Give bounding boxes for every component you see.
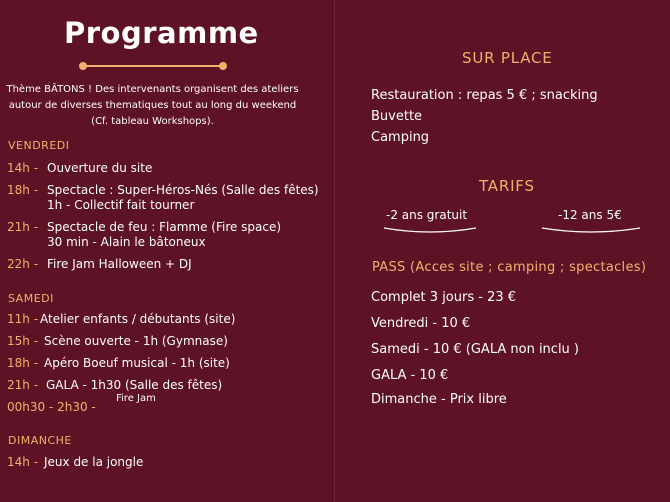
page-title: Programme <box>64 16 259 50</box>
tarif-under-2: -2 ans gratuit <box>386 208 468 222</box>
event-time: 11h - <box>7 312 39 326</box>
event-title: Fire Jam Halloween + DJ <box>47 257 192 271</box>
day-heading-saturday: SAMEDI <box>8 292 54 305</box>
tarif-swoosh-right <box>538 222 644 236</box>
pass-item: Dimanche - Prix libre <box>371 392 507 407</box>
day-heading-sunday: DIMANCHE <box>8 434 72 447</box>
event-time: 15h - <box>7 334 39 348</box>
section-heading-pass: PASS (Acces site ; camping ; spectacles) <box>372 260 647 275</box>
tarif-swoosh-left <box>380 222 480 236</box>
event-detail: 1h - Collectif fait tourner <box>47 198 195 212</box>
event-title: Scène ouverte - 1h (Gymnase) <box>44 334 228 348</box>
pass-item: Complet 3 jours - 23 € <box>371 290 517 305</box>
tarif-under-12: -12 ans 5€ <box>558 208 622 222</box>
event-title: Ouverture du site <box>47 161 153 175</box>
section-heading-sur-place: SUR PLACE <box>462 49 553 67</box>
sur-place-item: Restauration : repas 5 € ; snacking <box>371 88 598 103</box>
event-time: 21h - <box>7 220 39 234</box>
section-heading-tarifs: TARIFS <box>479 177 535 195</box>
column-divider <box>334 0 335 502</box>
title-underline-ornament <box>76 58 230 74</box>
intro-line: (Cf. tableau Workshops). <box>91 116 214 127</box>
sur-place-item: Buvette <box>371 109 423 124</box>
event-time: 14h - <box>7 455 39 469</box>
event-title: Atelier enfants / débutants (site) <box>40 312 236 326</box>
event-title: Jeux de la jongle <box>44 455 144 469</box>
event-time: 00h30 - 2h30 - <box>7 400 96 414</box>
event-title: Apéro Boeuf musical - 1h (site) <box>44 356 230 370</box>
event-title: Fire Jam <box>116 393 156 404</box>
intro-line: Thème BÂTONS ! Des intervenants organisent des ateliers <box>6 84 299 95</box>
event-title: Spectacle : Super-Héros-Nés (Salle des fêtes) <box>47 183 319 197</box>
sur-place-item: Camping <box>371 130 430 145</box>
intro-line: autour de diverses thematiques tout au long du weekend <box>8 100 297 111</box>
pass-item: GALA - 10 € <box>371 368 449 383</box>
pass-item: Samedi - 10 € (GALA non inclu ) <box>371 342 579 357</box>
event-time: 21h - <box>7 378 39 392</box>
pass-item: Vendredi - 10 € <box>371 316 471 331</box>
event-title: Spectacle de feu : Flamme (Fire space) <box>47 220 282 234</box>
event-title: GALA - 1h30 (Salle des fêtes) <box>46 378 223 392</box>
event-time: 22h - <box>7 257 39 271</box>
day-heading-friday: VENDREDI <box>8 139 70 152</box>
event-time: 14h - <box>7 161 39 175</box>
intro-text <box>0 82 305 130</box>
event-time: 18h - <box>7 356 39 370</box>
event-detail: 30 min - Alain le bâtoneux <box>47 235 206 249</box>
event-time: 18h - <box>7 183 39 197</box>
